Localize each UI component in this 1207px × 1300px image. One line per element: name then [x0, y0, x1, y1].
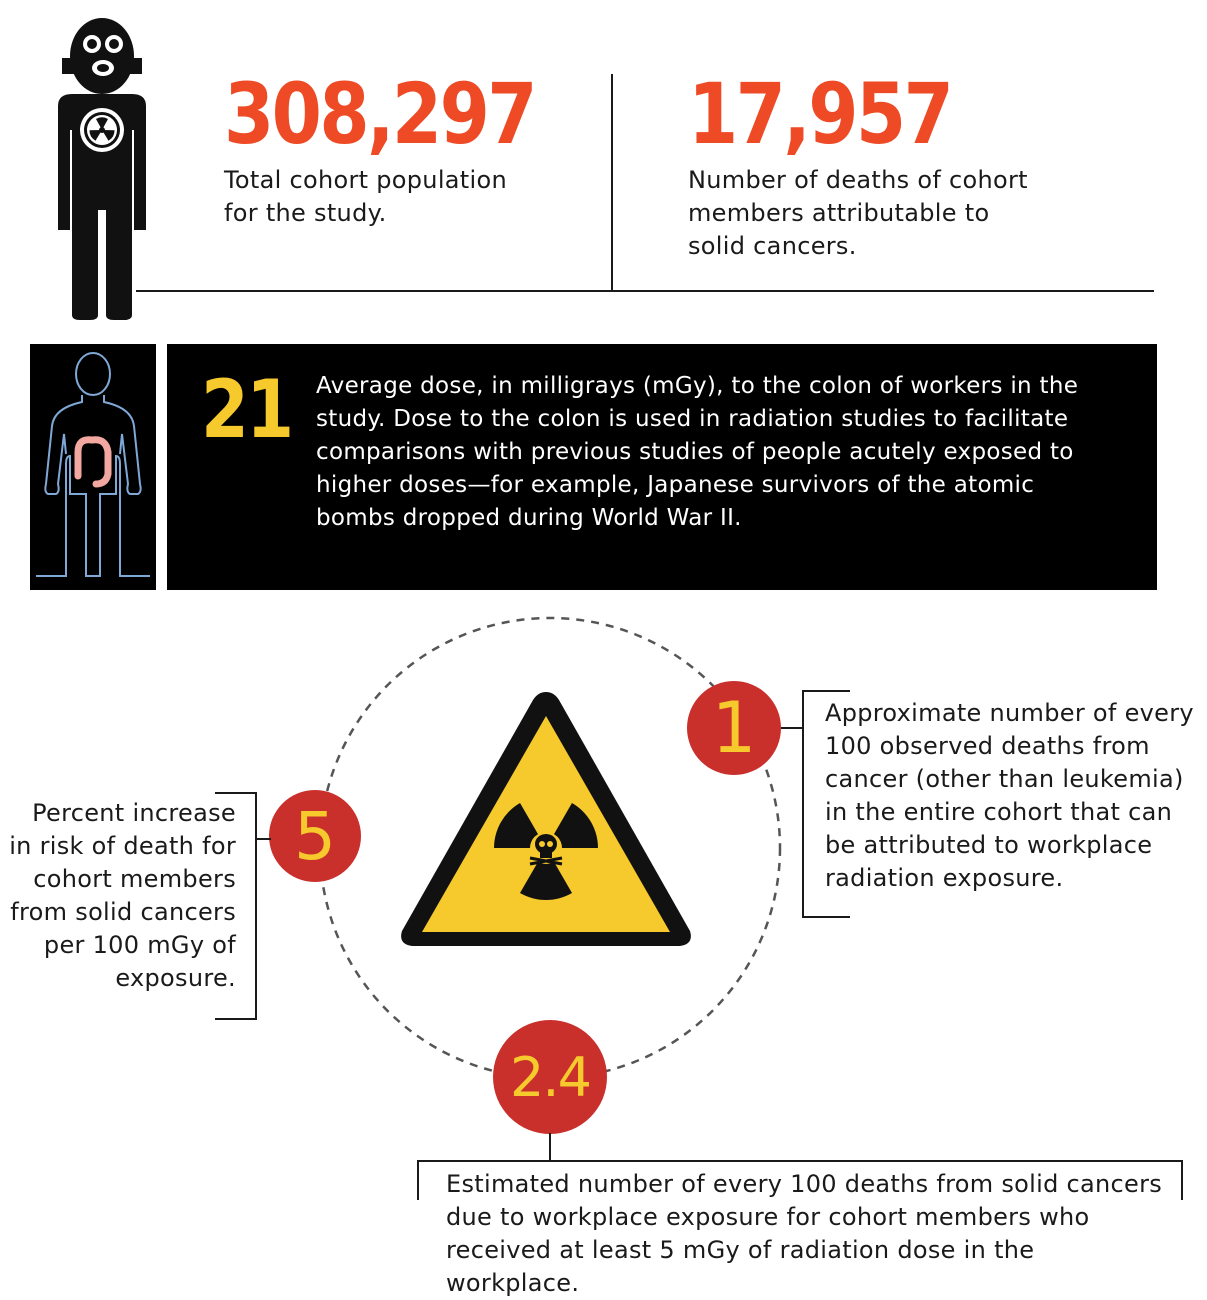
stat-five-label: Percent increase in risk of death for cohort members from solid cancers per 100 mGy of exposure.: [9, 799, 236, 992]
stat-two-four-label: Estimated number of every 100 deaths from solid cancers due to workplace exposure for cohort members who received at least 5 mGy of radiation dose in the workplace.: [446, 1170, 1163, 1297]
stat-circle-five-value: 5: [294, 797, 336, 875]
stat-circle-five: [269, 790, 361, 882]
hazmat-suit-icon: [36, 10, 146, 320]
stat-circle-two-four: [493, 1020, 607, 1134]
dose-value: 21: [201, 363, 292, 456]
bracket-five-connector: [255, 838, 271, 840]
stat-one-label: Approximate number of every 100 observed deaths from cancer (other than leukemia) in the entire cohort that can be attributed to workplace radiation exposure.: [825, 699, 1194, 892]
top-vertical-divider: [611, 74, 613, 290]
body-icon-panel: [30, 344, 156, 590]
deaths-value: 17,957: [688, 65, 952, 163]
radiation-warning-triangle-icon: [396, 686, 696, 952]
stat-circle-one-value: 1: [711, 687, 757, 769]
cohort-value: 308,297: [224, 65, 535, 163]
body-outline-colon-icon: [30, 344, 156, 590]
stat-circle-one: [687, 681, 781, 775]
dose-label: Average dose, in milligrays (mGy), to the colon of workers in the study. Dose to the colon is used in radiation studies to facilitate comparisons with previous studies of people acutely exposed to higher doses—for example, Japanese survivors of the atomic bombs dropped during World War II.: [316, 373, 1079, 531]
stat-circle-two-four-value: 2.4: [510, 1045, 590, 1109]
deaths-label: Number of deaths of cohort members attributable to solid cancers.: [688, 166, 1028, 260]
bracket-one-connector: [781, 727, 803, 729]
bracket-two-four-connector: [549, 1133, 551, 1161]
top-horizontal-divider: [136, 290, 1154, 292]
cohort-label: Total cohort population for the study.: [224, 166, 507, 227]
